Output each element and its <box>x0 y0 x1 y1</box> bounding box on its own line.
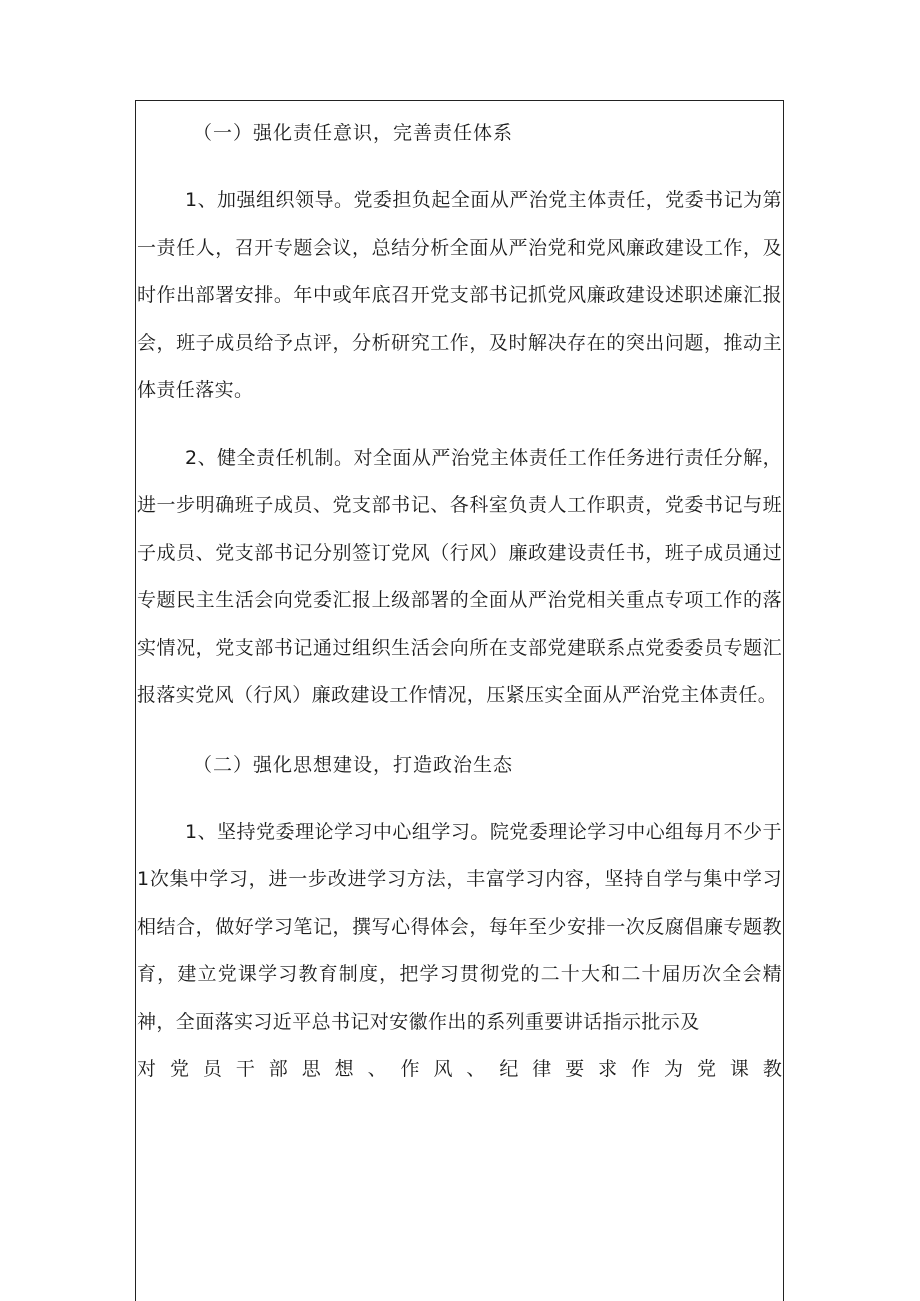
line-char: 课 <box>729 1058 749 1080</box>
line-char: 要 <box>565 1058 585 1080</box>
line-char: 为 <box>664 1058 684 1080</box>
line-char: 、 <box>367 1058 387 1080</box>
document-body <box>137 108 782 1094</box>
line-char: 律 <box>532 1058 552 1080</box>
section-heading-1: （一）强化责任意识，完善责任体系 <box>193 122 514 144</box>
section-heading-2: （二）强化思想建设，打造政治生态 <box>193 753 514 776</box>
line-char: 干 <box>235 1058 255 1080</box>
paragraph-2-1-last-line <box>137 1046 782 1094</box>
line-char: 党 <box>696 1058 716 1080</box>
paragraph-1-1: 1、加强组织领导。党委担负起全面从严治党主体责任，党委书记为第一责任人，召开专题会议，总结分析全面从严治党和党风廉政建设工作，及时作出部署安排。年中或年底召开党支部书记抓党风廉政建设述职述廉汇报会，班子成员给予点评，分析研究工作，及时解决存在的突出问题，推动主体责任落实。 <box>137 189 782 401</box>
paragraph-2-1: 1、坚持党委理论学习中心组学习。院党委理论学习中心组每月不少于1次集中学习，进一步改进学习方法，丰富学习内容，坚持自学与集中学习相结合，做好学习笔记，撰写心得体会，每年至少安排一次反腐倡廉专题教育，建立党课学习教育制度，把学习贯彻党的二十大和二十届历次全会精神，全面落实习近平总书记对安徽作出的系列重要讲话指示批示及 <box>137 820 782 1033</box>
line-char: 思 <box>301 1058 321 1080</box>
line-char: 党 <box>169 1058 189 1080</box>
line-char: 风 <box>433 1058 453 1080</box>
line-char: 作 <box>631 1058 651 1080</box>
line-char: 求 <box>598 1058 618 1080</box>
line-char: 员 <box>202 1058 222 1080</box>
line-char: 部 <box>268 1058 288 1080</box>
line-char: 纪 <box>499 1058 519 1080</box>
line-char: 作 <box>400 1058 420 1080</box>
line-char: 教 <box>762 1058 782 1080</box>
line-char: 对 <box>137 1058 157 1080</box>
paragraph-1-2: 2、健全责任机制。对全面从严治党主体责任工作任务进行责任分解，进一步明确班子成员、党支部书记、各科室负责人工作职责，党委书记与班子成员、党支部书记分别签订党风（行风）廉政建设责任书，班子成员通过专题民主生活会向党委汇报上级部署的全面从严治党相关重点专项工作的落实情况，党支部书记通过组织生活会向所在支部党建联系点党委委员专题汇报落实党风（行风）廉政建设工作情况，压紧压实全面从严治党主体责任。 <box>137 446 782 706</box>
line-char: 想 <box>334 1058 354 1080</box>
line-char: 、 <box>466 1058 486 1080</box>
